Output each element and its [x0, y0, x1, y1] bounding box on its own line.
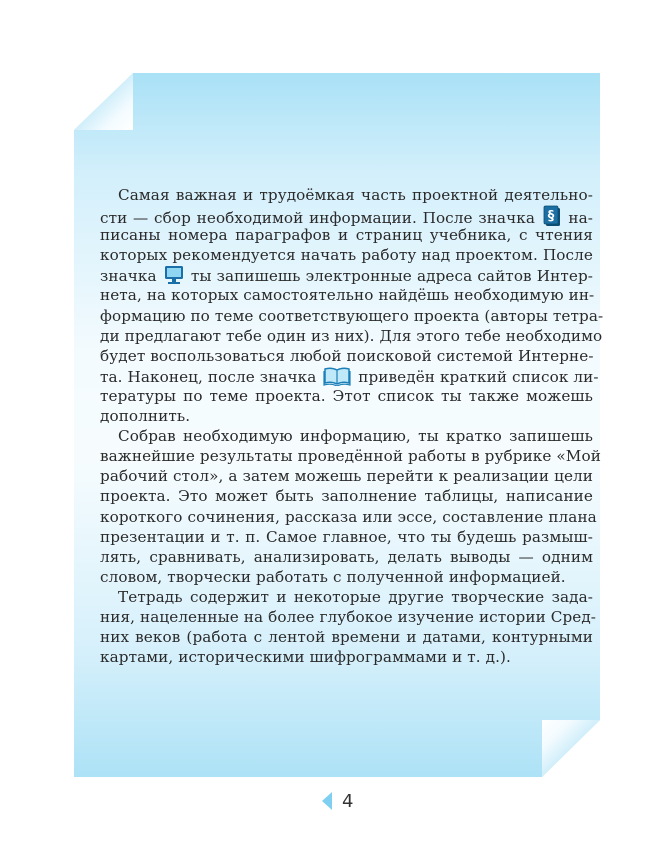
- paragraph-3: [100, 587, 597, 667]
- text-line: Самая важная и трудоёмкая часть проектной деятельно-: [118, 186, 593, 204]
- text-line: дополнить.: [100, 407, 191, 426]
- text-line: лять, сравнивать, анализировать, делать выводы — одним: [100, 547, 593, 566]
- text-line: рабочий стол», а затем можешь перейти к реализации цели: [100, 467, 593, 486]
- text-line: писаны номера параграфов и страниц учебника, с чтения: [100, 226, 593, 245]
- text-line: нета, на которых самостоятельно найдёшь необходимую ин-: [100, 286, 595, 305]
- text-line: формацию по теме соответствующего проекта (авторы тетра-: [100, 306, 604, 325]
- text-line: та. Наконец, после значка приведён краткий список ли-: [100, 366, 593, 386]
- svg-text:§: §: [547, 209, 554, 225]
- text-line: Собрав необходимую информацию, ты кратко запишешь: [118, 427, 593, 446]
- left-triangle-icon: [322, 792, 332, 810]
- text-line: словом, творчески работать с полученной информацией.: [100, 567, 566, 586]
- text-line: презентации и т. п. Самое главное, что ты будешь размыш-: [100, 527, 593, 546]
- page-number: [322, 788, 353, 814]
- text-line: значка ты запишешь электронные адреса сайтов Интер-: [100, 265, 593, 285]
- text-line: проекта. Это может быть заполнение таблицы, написание: [100, 487, 593, 506]
- text-line: тературы по теме проекта. Этот список ты также можешь: [100, 386, 593, 405]
- folded-corner-top-left: [74, 73, 133, 130]
- paragraph-2: [100, 426, 601, 587]
- text-line: ния, нацеленные на более глубокое изучение истории Сред-: [100, 607, 597, 626]
- text-line: которых рекомендуется начать работу над проектом. После: [100, 246, 593, 265]
- page-number-label: 4: [342, 790, 354, 812]
- text-line: короткого сочинения, рассказа или эссе, составление плана: [100, 507, 597, 526]
- paragraph-1: [100, 185, 604, 426]
- text-line: будет воспользоваться любой поисковой системой Интерне-: [100, 346, 594, 365]
- text-line: них веков (работа с лентой времени и датами, контурными: [100, 628, 593, 647]
- text-line: картами, историческими шифрограммами и т. д.).: [100, 648, 511, 667]
- folded-corner-bottom-right: [542, 720, 600, 777]
- text-line: важнейшие результаты проведённой работы в рубрике «Мой: [100, 447, 601, 466]
- body-text: [100, 185, 604, 667]
- text-line: ди предлагают тебе один из них). Для этого тебе необходимо: [100, 326, 603, 345]
- text-line: Тетрадь содержит и некоторые другие творческие зада-: [118, 587, 593, 606]
- text-line: сти — сбор необходимой информации. После значка § на-: [100, 205, 593, 225]
